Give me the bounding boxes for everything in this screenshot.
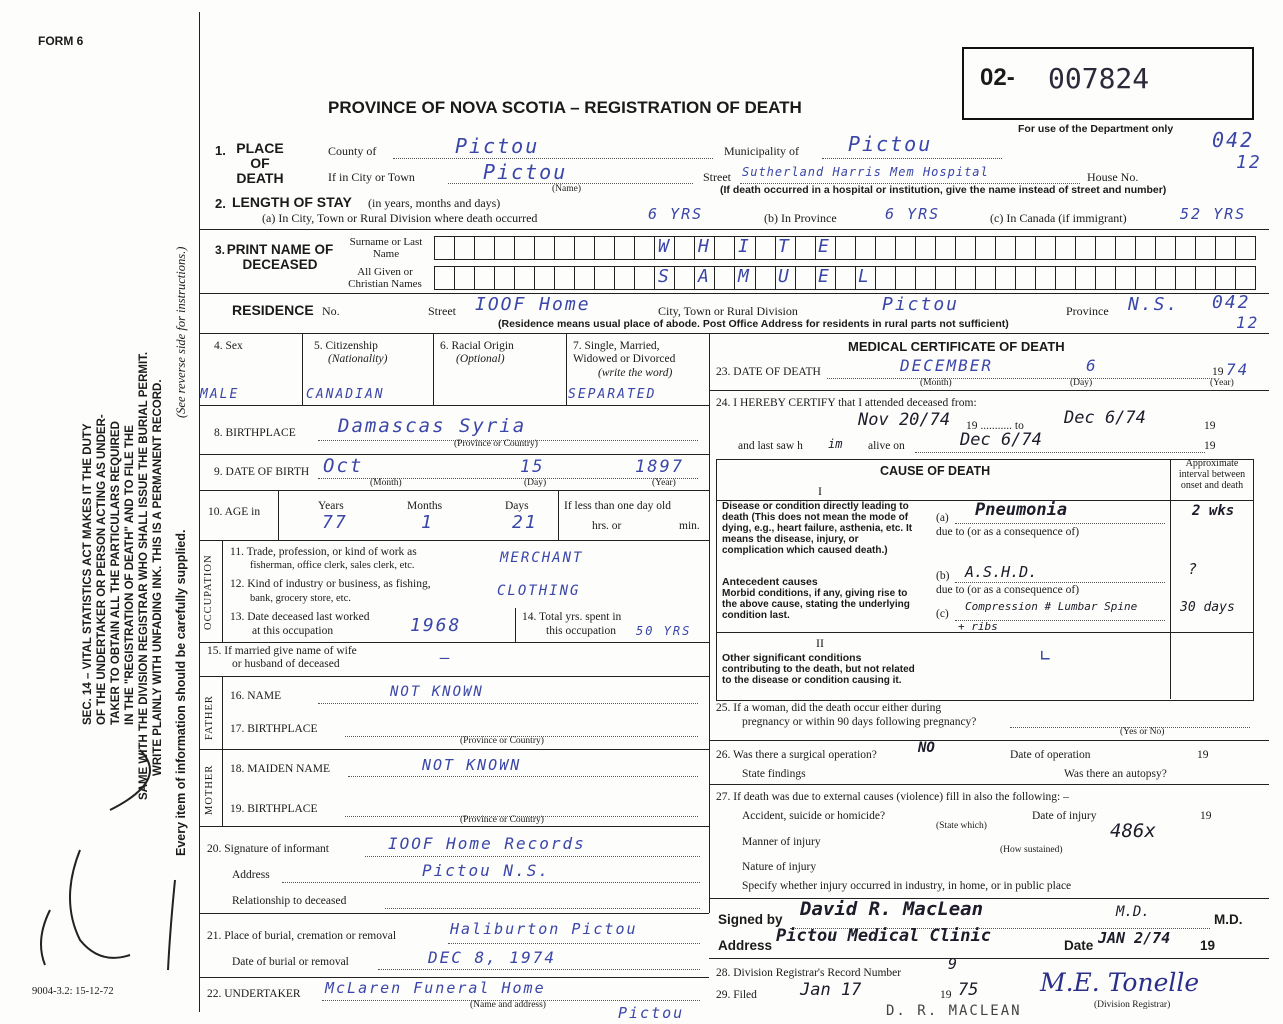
grid-line <box>199 405 709 406</box>
birthplace-value: Damascas Syria <box>338 415 527 437</box>
burial-date: DEC 8, 1974 <box>428 948 556 967</box>
place-label: PLACE OF DEATH <box>236 140 284 186</box>
grid-line <box>199 676 709 677</box>
burial-place: Haliburton Pictou <box>450 920 638 938</box>
q26-value: NO <box>918 740 935 756</box>
cause-b-label: (b) <box>936 570 950 582</box>
last-worked-sub: at this occupation <box>252 625 334 637</box>
dob-year-cap: (Year) <box>652 478 676 488</box>
residence-code-1: 042 <box>1212 292 1251 313</box>
days-label: Days <box>505 500 529 512</box>
min-label: min. <box>679 520 700 532</box>
dob-day-cap: (Day) <box>524 478 547 488</box>
age-years: 77 <box>322 512 348 533</box>
age-months: 1 <box>421 512 434 533</box>
county-label: County of <box>328 144 377 158</box>
racial-label: 6. Racial Origin <box>440 340 514 352</box>
grid-line <box>709 740 1269 741</box>
surname-letter: E <box>818 236 831 257</box>
father-caption: (Province or Country) <box>460 736 544 746</box>
grid-line <box>199 642 709 643</box>
side-note-4: IN THE "REGISTRATION OF DEATH" AND TO FILE THE <box>124 425 136 725</box>
registrar-number: 9 <box>948 955 958 973</box>
filed-label: 29. Filed <box>716 989 757 1001</box>
interval-header: Approximate interval between onset and death <box>1178 458 1246 491</box>
cause-a-line <box>955 523 1165 524</box>
spouse-sub: or husband of deceased <box>232 658 340 670</box>
q27-accident-label: Accident, suicide or homicide? <box>742 810 886 822</box>
undertaker-value: McLaren Funeral Home <box>325 979 546 997</box>
given-letter: U <box>778 266 791 287</box>
last-worked-value: 1968 <box>410 615 462 636</box>
relationship-line <box>385 908 700 909</box>
grid-line <box>709 958 1269 959</box>
occupation-side: OCCUPATION <box>203 554 214 630</box>
residence-code-2: 12 <box>1236 313 1260 332</box>
informant-line <box>365 856 700 857</box>
mother-maiden-label: 18. MAIDEN NAME <box>230 763 330 775</box>
last-worked-label: 13. Date deceased last worked <box>230 611 370 623</box>
q27-date-label: Date of injury <box>1032 810 1097 822</box>
mother-caption: (Province or Country) <box>460 815 544 825</box>
residence-province: N.S. <box>1128 294 1180 315</box>
death-year-cap: (Year) <box>1210 378 1234 388</box>
industry-sub: bank, grocery store, etc. <box>250 593 351 604</box>
marital-sub: (write the word) <box>598 367 673 379</box>
grid-line <box>222 676 223 826</box>
citizenship-sub: (Nationality) <box>328 353 388 365</box>
residence-note: (Residence means usual place of abode. Post Office Address for residents in rural parts not sufficient) <box>498 318 1009 330</box>
grid-line <box>709 784 1269 785</box>
deceased-num: 3. <box>215 243 226 257</box>
side-note-1: SEC. 14 – VITAL STATISTICS ACT MAKES IT THE DUTY <box>82 423 94 725</box>
side-note-2: OF THE UNDERTAKER OR PERSON ACTING AS UNDER- <box>96 414 108 725</box>
grid-line <box>199 540 709 541</box>
side-note-6: WRITE PLAINLY WITH UNFADING INK. THIS IS A PERMANENT RECORD. <box>152 379 164 776</box>
divider-res-4 <box>199 333 1269 334</box>
stay-label: LENGTH OF STAY <box>232 194 352 210</box>
residence-street-label: Street <box>428 304 456 318</box>
age-label: 10. AGE in <box>208 506 261 518</box>
relationship-label: Relationship to deceased <box>232 895 347 907</box>
municipality-value: Pictou <box>848 132 933 156</box>
years-label: Years <box>318 500 344 512</box>
grid-line <box>278 490 279 540</box>
stay-a-value: 6 YRS <box>648 205 704 223</box>
filed-year: 75 <box>958 980 979 1000</box>
given-letter: M <box>738 266 751 287</box>
residence-province-label: Province <box>1066 304 1109 318</box>
sex-label: 4. Sex <box>214 340 243 352</box>
cause-c-interval: 30 days <box>1180 600 1235 615</box>
cause-b-interval: ? <box>1188 560 1198 578</box>
filed-value: Jan 17 <box>800 980 862 1000</box>
burial-date-line <box>378 969 700 970</box>
medical-header: MEDICAL CERTIFICATE OF DEATH <box>848 339 1065 354</box>
death-date-label: 23. DATE OF DEATH <box>716 366 821 378</box>
burial-place-label: 21. Place of burial, cremation or removal <box>207 930 397 942</box>
q27-nature-label: Nature of injury <box>742 861 817 873</box>
cause-c-value: Compression # Lumbar Spine <box>965 600 1138 613</box>
lessday-label: If less than one day old <box>564 500 671 512</box>
alive-label: alive on <box>868 440 905 452</box>
surname-letter: H <box>698 236 711 257</box>
grid-line <box>199 749 709 750</box>
hrs-label: hrs. or <box>592 520 622 532</box>
dob-label: 9. DATE OF BIRTH <box>214 466 310 478</box>
cause-a-label: (a) <box>936 512 949 524</box>
municipality-label: Municipality of <box>724 144 799 158</box>
informant-value: IOOF Home Records <box>388 834 586 853</box>
industry-value: CLOTHING <box>497 583 581 599</box>
registrar-label: 28. Division Registrar's Record Number <box>716 967 902 979</box>
address-label: Address <box>718 938 773 953</box>
division-registrar: (Division Registrar) <box>1094 1000 1171 1010</box>
deceased-label: PRINT NAME OF DECEASED <box>226 242 334 272</box>
alive-19: 19 <box>1204 440 1216 452</box>
informant-address-label: Address <box>232 869 270 881</box>
q25-label: 25. If a woman, did the death occur either during <box>716 702 942 714</box>
alive-on: Dec 6/74 <box>960 430 1042 450</box>
registration-number: 007824 <box>1048 62 1150 95</box>
age-days: 21 <box>512 512 538 533</box>
q27-stamp: 486x <box>1110 820 1156 842</box>
certify-to-label: 19 ........... to <box>966 420 1024 432</box>
date-19: 19 <box>1200 938 1216 953</box>
city-name-caption: (Name) <box>552 184 582 194</box>
city-value: Pictou <box>483 160 568 184</box>
stay-num: 2. <box>215 196 226 211</box>
form-code: 9004-3.2: 15-12-72 <box>32 986 114 997</box>
certify-19: 19 <box>1204 420 1216 432</box>
grid-line <box>709 390 1269 391</box>
surname-letter: T <box>778 236 791 257</box>
antecedent-sub: Morbid conditions, if any, giving rise to the above cause, stating the underlying condition last. <box>722 588 910 621</box>
date-value: JAN 2/74 <box>1098 929 1171 947</box>
q27-label: 27. If death was due to external causes (violence) fill in also the following: – <box>716 791 1069 803</box>
roman-1: I <box>818 484 822 498</box>
grid-line <box>199 913 709 914</box>
alive-line <box>915 452 1205 453</box>
residence-city: Pictou <box>882 294 960 315</box>
total-years-label: 14. Total yrs. spent in <box>522 611 622 623</box>
stay-b-label: (b) In Province <box>764 211 837 225</box>
address-value: Pictou Medical Clinic <box>776 926 991 946</box>
father-birthplace-label: 17. BIRTHPLACE <box>230 723 318 735</box>
form-label: FORM 6 <box>38 34 84 48</box>
surname-letter: I <box>738 236 751 257</box>
trade-value: MERCHANT <box>500 550 584 566</box>
grid-line <box>222 540 223 642</box>
q27-state-which: (State which) <box>936 821 987 831</box>
q27-specify-label: Specify whether injury occurred in industry, in home, or in public place <box>742 880 1072 892</box>
side-note-3: TAKER TO OBTAIN ALL THE PARTICULARS REQUIRED <box>110 421 122 725</box>
md-label: M.D. <box>1214 912 1243 927</box>
informant-label: 20. Signature of informant <box>207 843 330 855</box>
dob-year: 1897 <box>635 457 684 477</box>
registrar-signature: M.E. Tonelle <box>1040 968 1200 997</box>
stay-c-label: (c) In Canada (if immigrant) <box>990 211 1127 225</box>
mother-birthplace-label: 19. BIRTHPLACE <box>230 803 318 815</box>
divider-2-3 <box>199 229 1269 230</box>
page-title: PROVINCE OF NOVA SCOTIA – REGISTRATION OF DEATH <box>328 98 802 117</box>
stay-a-label: (a) In City, Town or Rural Division where death occurred <box>262 211 538 225</box>
burial-place-line <box>448 943 700 944</box>
death-day: 6 <box>1086 356 1098 375</box>
grid-line <box>433 333 434 405</box>
place-num: 1. <box>215 143 226 158</box>
signed-label: Signed by <box>718 912 783 927</box>
undertaker-sub: (Name and address) <box>470 1000 546 1010</box>
form-left-border <box>199 12 200 1012</box>
birthplace-caption: (Province or Country) <box>454 439 538 449</box>
spouse-label: 15. If married give name of wife <box>207 645 357 657</box>
given-letter: A <box>698 266 711 287</box>
q26-findings-label: State findings <box>742 768 806 780</box>
q25-caption: (Yes or No) <box>1120 727 1165 737</box>
other-sub: contributing to the death, but not related to the disease or condition causing it. <box>722 664 915 686</box>
spouse-value: — <box>440 648 452 667</box>
sex-value: MALE <box>200 387 240 402</box>
death-date-line <box>827 378 1212 379</box>
father-side: FATHER <box>204 695 215 740</box>
cause-b-line <box>955 582 1165 583</box>
cause-header: CAUSE OF DEATH <box>880 464 991 478</box>
marital-label: 7. Single, Married, Widowed or Divorced <box>573 340 676 365</box>
burial-date-label: Date of burial or removal <box>232 956 349 968</box>
signed-value: David R. MacLean <box>800 898 984 920</box>
mother-maiden: NOT KNOWN <box>422 756 522 774</box>
consequence-2: due to (or as a consequence of) <box>936 584 1080 596</box>
street-value: Sutherland Harris Mem Hospital <box>742 165 989 179</box>
place-code-1: 042 <box>1212 128 1255 152</box>
certify-from: Nov 20/74 <box>858 410 951 430</box>
mother-maiden-line <box>348 776 698 777</box>
total-years-value: 50 YRS <box>636 624 692 638</box>
place-code-2: 12 <box>1236 152 1262 173</box>
given-letter: E <box>818 266 831 287</box>
racial-sub: (Optional) <box>456 353 505 365</box>
city-label: If in City or Town <box>328 170 415 184</box>
informant-address: Pictou N.S. <box>422 861 550 880</box>
side-note-reverse: (See reverse side for instructions.) <box>174 246 188 418</box>
birthplace-label: 8. BIRTHPLACE <box>214 427 296 439</box>
residence-city-label: City, Town or Rural Division <box>658 304 798 318</box>
cause-c-value-2: + ribs <box>958 620 998 633</box>
father-name: NOT KNOWN <box>390 684 484 700</box>
death-year: 74 <box>1226 360 1250 379</box>
q27-19: 19 <box>1200 810 1212 822</box>
residence-label: RESIDENCE <box>232 302 314 318</box>
given-letter: L <box>858 266 871 287</box>
certify-label: 24. I HEREBY CERTIFY that I attended deceased from: <box>716 397 977 409</box>
given-boxes <box>434 266 1256 290</box>
total-years-sub: this occupation <box>546 625 616 637</box>
citizenship-label: 5. Citizenship <box>314 340 378 352</box>
registrar-stamp: D. R. MACLEAN <box>886 1003 1022 1019</box>
pen-mark-drawing <box>20 740 190 990</box>
grid-line <box>558 490 559 540</box>
residence-no-label: No. <box>322 304 340 318</box>
cause-a-value: Pneumonia <box>975 500 1068 520</box>
cause-b-value: A.S.H.D. <box>965 563 1038 581</box>
stay-b-value: 6 YRS <box>885 205 941 223</box>
date-label: Date <box>1064 938 1094 953</box>
dob-month: Oct <box>323 455 364 477</box>
grid-line <box>199 977 709 978</box>
q27-manner-label: Manner of injury <box>742 836 821 848</box>
signed-md: M.D. <box>1116 904 1150 920</box>
marital-value: SEPARATED <box>568 387 657 402</box>
cause-c-label: (c) <box>936 608 949 620</box>
other-label: Other significant conditions <box>722 652 862 664</box>
grid-line <box>716 632 1253 633</box>
grid-line <box>515 608 516 642</box>
months-label: Months <box>407 500 443 512</box>
street-label: Street <box>703 170 731 184</box>
antecedent-label: Antecedent causes <box>722 576 818 588</box>
direct-label: Disease or condition directly leading to death (This does not mean the mode of dying, e.g., heart failure, asthenia, etc. It means the disease, injury, or complication which caused death.) <box>722 501 913 556</box>
death-month: DECEMBER <box>900 356 994 375</box>
grid-line <box>199 490 709 491</box>
grid-line <box>199 826 709 827</box>
last-saw-label: and last saw h <box>738 440 803 452</box>
industry-label: 12. Kind of industry or business, as fishing, <box>230 578 431 590</box>
place-note: (If death occurred in a hospital or institution, give the name instead of street and number) <box>720 184 1167 196</box>
dob-month-cap: (Month) <box>370 478 402 488</box>
filed-19: 19 <box>940 989 952 1001</box>
last-saw-m: im <box>828 437 843 451</box>
grid-line <box>302 333 303 405</box>
county-line <box>393 158 713 159</box>
q26-autopsy-label: Was there an autopsy? <box>1064 768 1167 780</box>
roman-2: II <box>816 636 824 650</box>
death-day-cap: (Day) <box>1070 378 1093 388</box>
q25-sub: pregnancy or within 90 days following pregnancy? <box>742 716 977 728</box>
grid-line <box>709 898 1269 899</box>
grid-line <box>1170 459 1171 699</box>
given-letter: S <box>658 266 671 287</box>
undertaker-addr: Pictou <box>618 1004 685 1022</box>
death-year-prefix: 19 <box>1212 366 1224 378</box>
surname-boxes <box>434 236 1256 260</box>
q26-date-label: Date of operation <box>1010 749 1091 761</box>
side-note-7: Every item of information should be carefully supplied. <box>174 529 188 856</box>
grid-line <box>199 454 709 455</box>
father-name-label: 16. NAME <box>230 690 282 702</box>
mother-side: MOTHER <box>204 764 215 815</box>
county-value: Pictou <box>455 134 540 158</box>
side-note-5: SAME WITH THE DIVISION REGISTRAR WHO SHALL ISSUE THE BURIAL PERMIT. <box>138 351 150 800</box>
trade-label: 11. Trade, profession, or kind of work as <box>230 546 417 558</box>
house-label: House No. <box>1087 170 1139 184</box>
grid-line <box>566 333 567 405</box>
left-right-divider <box>709 333 710 913</box>
certify-to: Dec 6/74 <box>1064 408 1146 428</box>
trade-sub: fisherman, office clerk, sales clerk, etc. <box>250 560 415 571</box>
stay-c-value: 52 YRS <box>1180 205 1247 223</box>
q26-19: 19 <box>1197 749 1209 761</box>
consequence-1: due to (or as a consequence of) <box>936 526 1080 538</box>
divider-3-res <box>199 293 1269 294</box>
other-check: ∟ <box>1040 646 1053 667</box>
dept-use-note: For use of the Department only <box>1018 123 1174 135</box>
municipality-line <box>822 158 1002 159</box>
dob-day: 15 <box>520 457 545 477</box>
citizenship-value: CANADIAN <box>306 387 385 402</box>
stay-note: (in years, months and days) <box>368 196 501 210</box>
q26-label: 26. Was there a surgical operation? <box>716 749 877 761</box>
informant-address-line <box>282 882 700 883</box>
surname-label: Surname or Last Name <box>349 236 423 260</box>
father-name-line <box>318 703 698 704</box>
residence-street: IOOF Home <box>475 294 591 315</box>
cause-a-interval: 2 wks <box>1192 503 1235 519</box>
registration-prefix: 02- <box>980 64 1015 91</box>
surname-letter: W <box>658 236 671 257</box>
q27-how: (How sustained) <box>1000 845 1063 855</box>
given-label: All Given or Christian Names <box>348 266 422 290</box>
death-month-cap: (Month) <box>920 378 952 388</box>
undertaker-label: 22. UNDERTAKER <box>207 988 301 1000</box>
